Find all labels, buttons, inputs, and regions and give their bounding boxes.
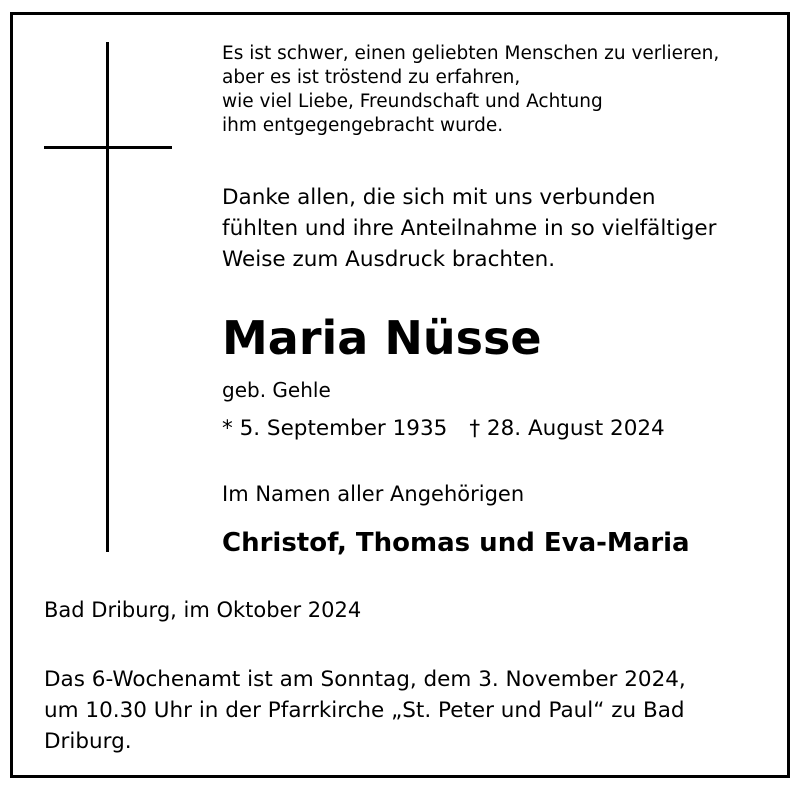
cross-horizontal-bar — [44, 146, 172, 149]
life-dates — [222, 413, 665, 445]
quote-line: Es ist schwer, einen geliebten Menschen zu verlieren, — [222, 43, 720, 64]
quote-line: wie viel Liebe, Freundschaft und Achtung — [222, 91, 603, 112]
thanks-line: Weise zum Ausdruck brachten. — [222, 247, 556, 272]
thanks-line: Danke allen, die sich mit uns verbunden — [222, 185, 656, 210]
quote-text — [222, 42, 719, 138]
family-intro: Im Namen aller Angehörigen — [222, 482, 525, 506]
thanks-line: fühlten und ihre Anteilnahme in so vielfältiger — [222, 216, 717, 241]
family-names: Christof, Thomas und Eva-Maria — [222, 528, 690, 558]
place-date: Bad Driburg, im Oktober 2024 — [44, 598, 362, 622]
quote-line: aber es ist tröstend zu erfahren, — [222, 67, 521, 88]
deceased-name: Maria Nüsse — [222, 311, 542, 365]
birth-name: geb. Gehle — [222, 378, 331, 402]
service-line: um 10.30 Uhr in der Pfarrkirche „St. Peter und Paul“ zu Bad — [44, 698, 685, 723]
cross-vertical-bar — [106, 42, 109, 552]
service-line: Driburg. — [44, 729, 132, 754]
quote-line: ihm entgegengebracht wurde. — [222, 115, 504, 136]
service-line: Das 6-Wochenamt ist am Sonntag, dem 3. November 2024, — [44, 667, 686, 692]
thanks-text — [222, 182, 716, 275]
death-date: † 28. August 2024 — [469, 416, 665, 441]
service-notice — [44, 664, 686, 757]
birth-date: * 5. September 1935 — [222, 416, 448, 441]
